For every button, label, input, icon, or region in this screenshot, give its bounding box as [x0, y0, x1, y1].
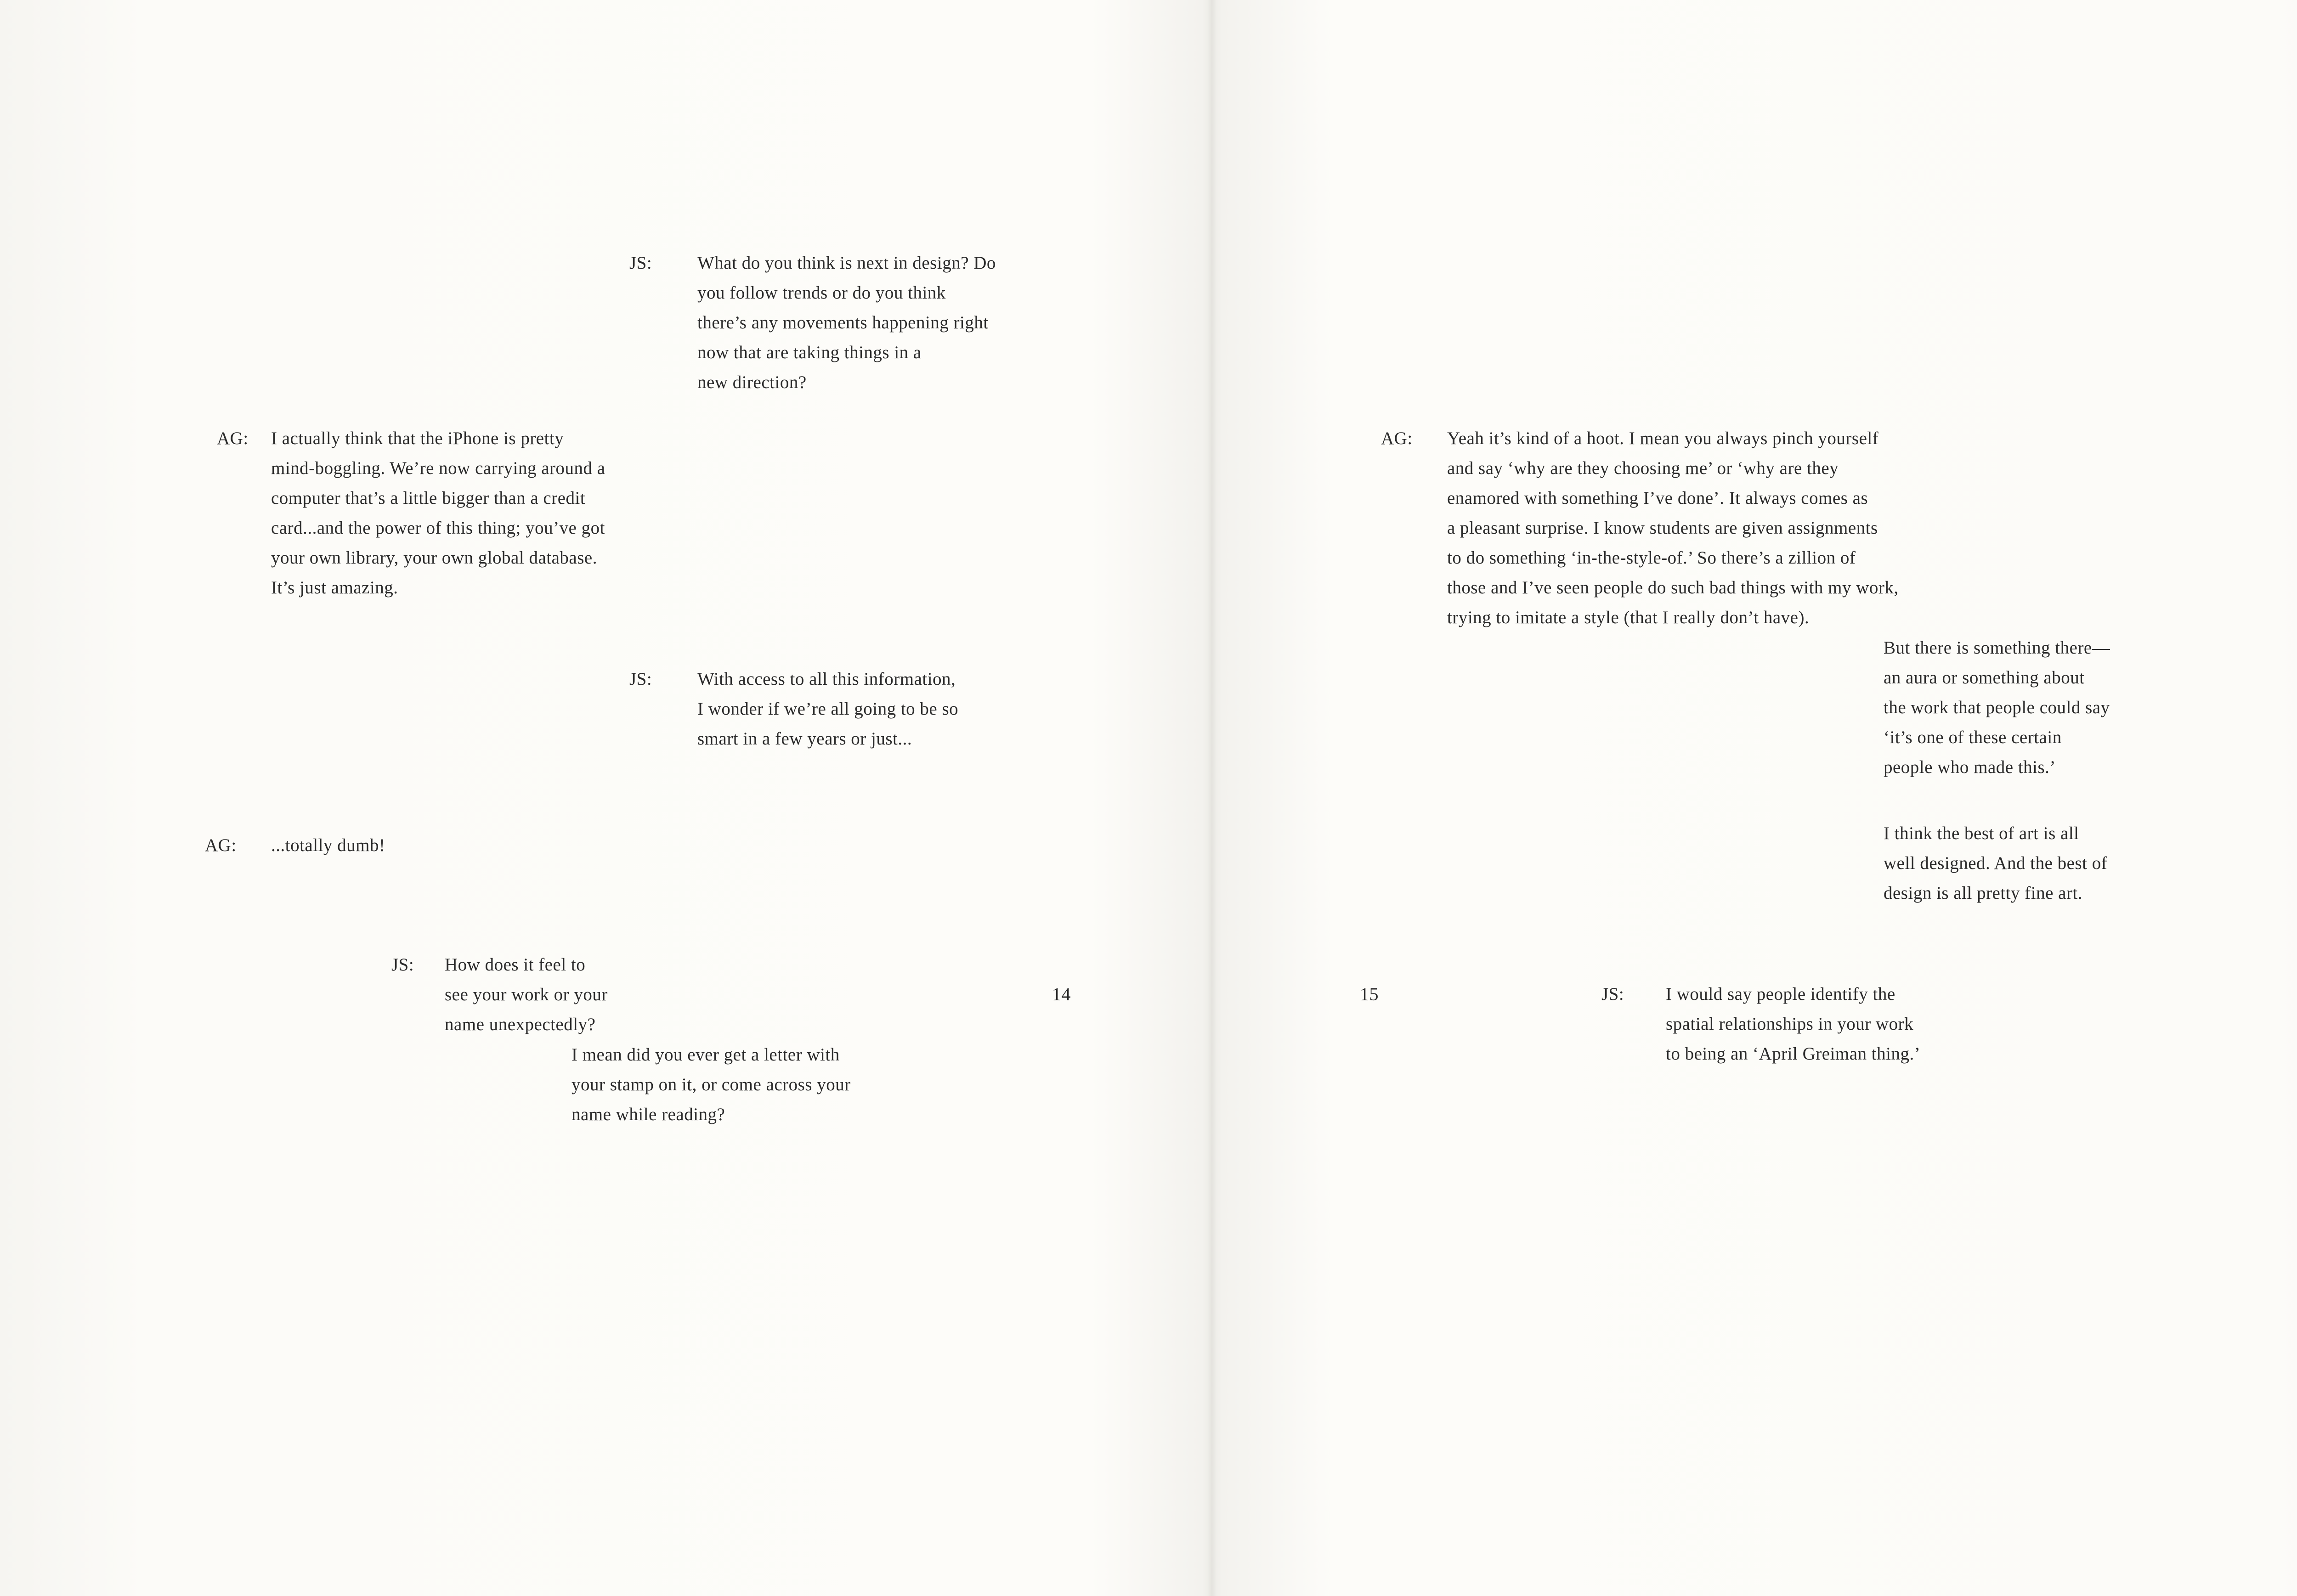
answer-text: I actually think that the iPhone is pretty mind-boggling. We’re now carrying around a computer that’s a little bigger than a credit card...and the power of this thing; you’ve got your own library, your own global database. It’s just amazing. — [271, 429, 605, 598]
answer-continuation: I think the best of art is all well designed. And the best of design is all pretty fine art. — [1884, 823, 2108, 903]
answer-text: ...totally dumb! — [271, 835, 385, 855]
speaker-label: JS: — [629, 253, 652, 273]
speaker-label: AG: — [205, 835, 237, 855]
speaker-label: AG: — [217, 429, 249, 448]
page-number: 14 — [1052, 984, 1071, 1004]
answer-text: Yeah it’s kind of a hoot. I mean you always pinch yourself and say ‘why are they choosing me’ or ‘why are they enamored with something I’ve done’. It always comes as a pleasant surprise. I know students are given assignments to do something ‘in-the-style-of.’ So there’s a zillion of those and I’ve seen people do such bad things with my work, trying to imitate a style (that I really don’t have). — [1447, 429, 1899, 627]
speaker-label: JS: — [1601, 984, 1624, 1004]
right-page — [1212, 0, 2297, 1596]
speaker-label: AG: — [1381, 429, 1413, 448]
question-continuation: I mean did you ever get a letter with your stamp on it, or come across your name while reading? — [571, 1045, 851, 1124]
question-text: I would say people identify the spatial relationships in your work to being an ‘April Greiman thing.’ — [1666, 984, 1921, 1064]
question-text: How does it feel to see your work or your name unexpectedly? — [445, 955, 608, 1034]
speaker-label: JS: — [391, 955, 414, 975]
page-number: 15 — [1360, 984, 1379, 1004]
question-text: With access to all this information, I wonder if we’re all going to be so smart in a few years or just... — [697, 669, 959, 749]
speaker-label: JS: — [629, 669, 652, 689]
answer-continuation: But there is something there— an aura or something about the work that people could say ‘it’s one of these certain people who made this.’ — [1884, 638, 2110, 777]
question-text: What do you think is next in design? Do you follow trends or do you think there’s any movements happening right now that are taking things in a new direction? — [697, 253, 996, 392]
